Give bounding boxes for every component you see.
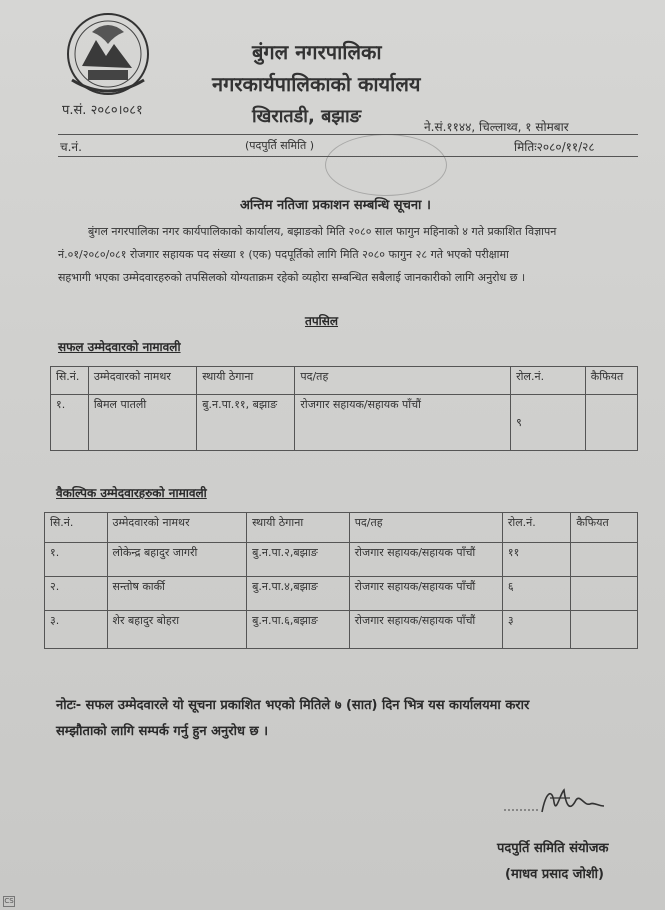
- cell-name: लोकेन्द्र बहादुर जागरी: [107, 543, 247, 577]
- cell-name: बिमल पातली: [88, 395, 196, 451]
- cell-sn: १.: [45, 543, 108, 577]
- cell-post: रोजगार सहायक/सहायक पाँचौं: [295, 395, 511, 451]
- scanner-app-icon: CS: [4, 897, 14, 905]
- signatory-name: (माधव प्रसाद जोशी): [505, 867, 604, 882]
- cell-roll: ३: [502, 611, 571, 649]
- cell-address: बु.न.पा.४,बझाङ: [247, 577, 350, 611]
- col-remarks: कैफियत: [571, 513, 638, 543]
- details-heading: तपसिल: [305, 314, 339, 328]
- dispatch-number-label: च.नं.: [60, 140, 82, 154]
- col-remarks: कैफियत: [585, 367, 637, 395]
- reference-number: प.सं. २०८०।०८१: [62, 103, 143, 118]
- col-address: स्थायी ठेगाना: [197, 367, 295, 395]
- signatory-role: पदपुर्ति समिति संयोजक: [497, 841, 609, 856]
- cell-name: शेर बहादुर बोहरा: [107, 611, 247, 649]
- alternate-heading: वैकल्पिक उम्मेदवारहरुको नामावली: [56, 486, 207, 500]
- table-row: [45, 577, 638, 611]
- col-sn: सि.नं.: [51, 367, 89, 395]
- committee-label: (पदपुर्ति समिति ): [245, 139, 315, 152]
- cell-remarks: [585, 395, 637, 451]
- cell-remarks: [571, 543, 638, 577]
- cell-remarks: [571, 577, 638, 611]
- table-row: [45, 611, 638, 649]
- cell-remarks: [571, 611, 638, 649]
- table-header-row: [51, 367, 638, 395]
- cell-roll: ११: [502, 543, 571, 577]
- table-row: [51, 395, 638, 451]
- successful-table: [50, 366, 638, 451]
- successful-heading: सफल उम्मेदवारको नामावली: [58, 340, 181, 354]
- alternate-table: [44, 512, 638, 649]
- cell-post: रोजगार सहायक/सहायक पाँचौं: [349, 611, 502, 649]
- cell-name: सन्तोष कार्की: [107, 577, 247, 611]
- cell-roll: ९: [511, 395, 586, 451]
- cell-sn: १.: [51, 395, 89, 451]
- col-address: स्थायी ठेगाना: [247, 513, 350, 543]
- org-name: बुंगल नगरपालिका: [252, 40, 382, 64]
- nepal-sambat-date: ने.सं.११४४, चिल्लाथ्व, १ सोमबार: [424, 120, 569, 134]
- handwritten-signature: [500, 784, 610, 822]
- col-roll: रोल.नं.: [511, 367, 586, 395]
- office-name: नगरकार्यपालिकाको कार्यालय: [212, 72, 421, 96]
- nepal-emblem-logo: [62, 10, 154, 98]
- notice-paragraph-line-3: सहभागी भएका उम्मेदवारहरुको तपसिलको योग्यताक्रम रहेको व्यहोरा सम्बन्धित सबैलाई जानकारीको लागि अनुरोध छ ।: [58, 271, 526, 284]
- cell-post: रोजगार सहायक/सहायक पाँचौं: [349, 577, 502, 611]
- col-name: उम्मेदवारको नामथर: [107, 513, 247, 543]
- office-stamp: [325, 134, 447, 196]
- cell-sn: ३.: [45, 611, 108, 649]
- cell-address: बु.न.पा.११, बझाङ: [197, 395, 295, 451]
- col-sn: सि.नं.: [45, 513, 108, 543]
- cell-roll: ६: [502, 577, 571, 611]
- col-name: उम्मेदवारको नामथर: [88, 367, 196, 395]
- issue-date: मितिः२०८०/११/२८: [514, 140, 595, 154]
- cell-sn: २.: [45, 577, 108, 611]
- col-roll: रोल.नं.: [502, 513, 571, 543]
- cell-post: रोजगार सहायक/सहायक पाँचौं: [349, 543, 502, 577]
- notice-title: अन्तिम नतिजा प्रकाशन सम्बन्धि सूचना ।: [240, 198, 431, 213]
- table-header-row: [45, 513, 638, 543]
- footnote-line-2: सम्झौताको लागि सम्पर्क गर्नु हुन अनुरोध छ ।: [56, 724, 269, 739]
- office-address: खिरातडी, बझाङ: [252, 106, 362, 127]
- table-row: [45, 543, 638, 577]
- col-post: पद/तह: [295, 367, 511, 395]
- col-post: पद/तह: [349, 513, 502, 543]
- cell-address: बु.न.पा.६,बझाङ: [247, 611, 350, 649]
- footnote-line-1: नोटः- सफल उम्मेदवारले यो सूचना प्रकाशित भएको मितिले ७ (सात) दिन भित्र यस कार्यालयमा करार: [56, 698, 530, 713]
- notice-paragraph-line-1: बुंगल नगरपालिका नगर कार्यपालिकाको कार्यालय, बझाङको मिति २०८० साल फागुन महिनाको ४ गते प्रकाशित विज्ञापन: [88, 225, 557, 238]
- notice-paragraph-line-2: नं.०१/२०८०/०८१ रोजगार सहायक पद संख्या १ (एक) पदपूर्तिको लागि मिति २०८० फागुन २८ गते भएको परीक्षामा: [58, 248, 509, 261]
- cell-address: बु.न.पा.२,बझाङ: [247, 543, 350, 577]
